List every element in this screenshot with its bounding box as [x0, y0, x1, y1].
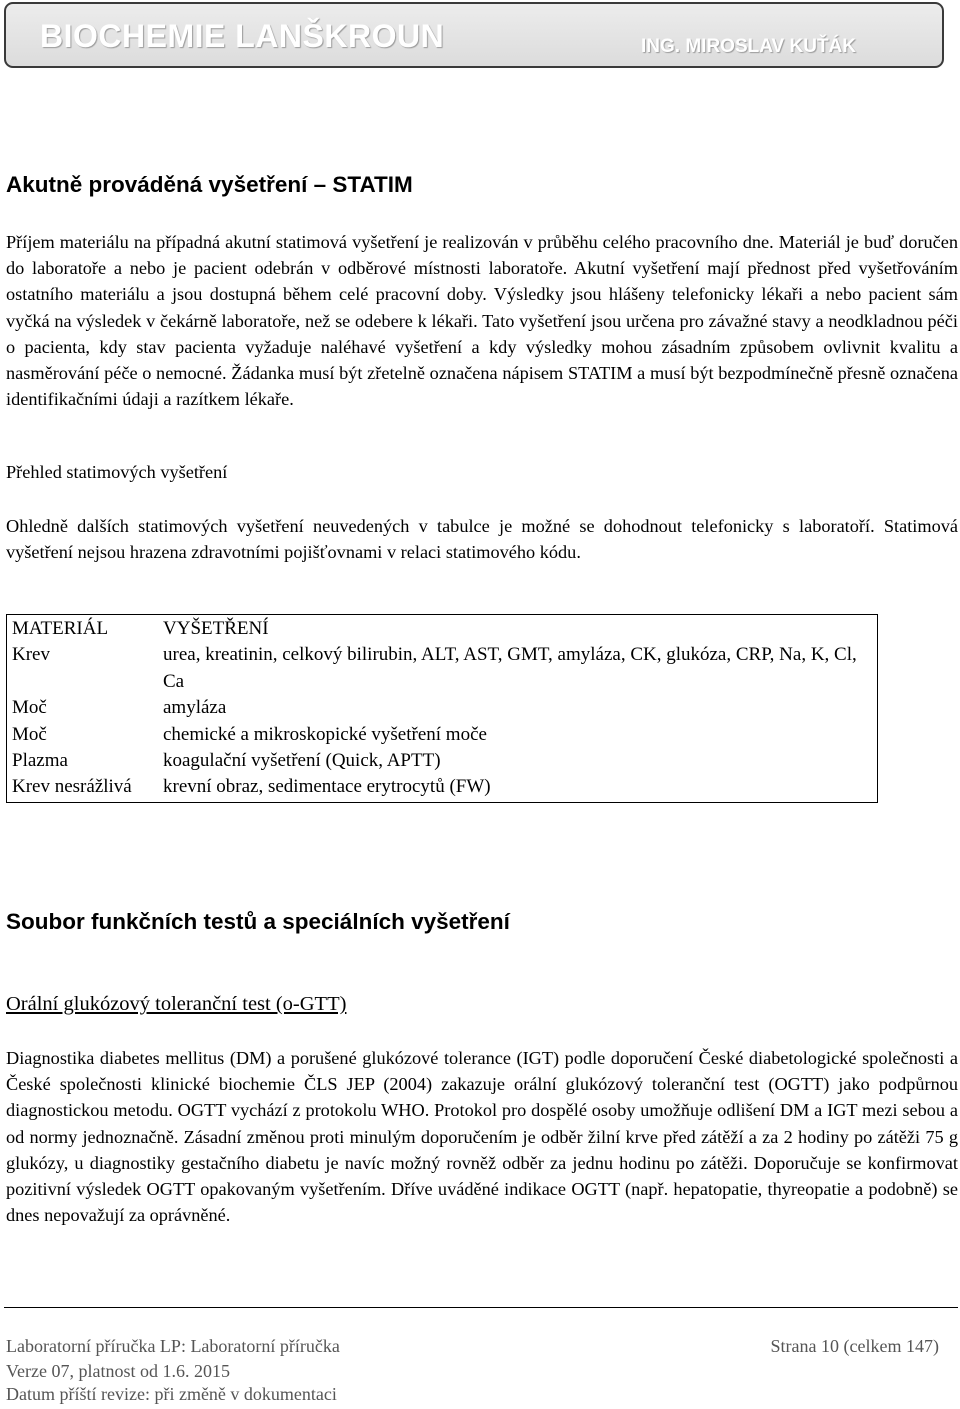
material-cell: Moč [12, 697, 47, 719]
statim-table [6, 614, 878, 803]
section-heading-function-tests: Soubor funkčních testů a speciálních vyšetření [6, 909, 510, 934]
material-cell: Plazma [12, 750, 68, 772]
table-row [7, 642, 878, 695]
footer-version: Verze 07, platnost od 1.6. 2015 [6, 1361, 230, 1381]
exam-cell: chemické a mikroskopické vyšetření moče [163, 723, 487, 745]
material-cell: Krev nesrážlivá [12, 776, 132, 798]
footer-page-number: Strana 10 (celkem 147) [770, 1336, 939, 1356]
exam-cell: urea, kreatinin, celkový bilirubin, ALT, AST, GMT, amyláza, CK, glukóza, CRP, Na, K, Cl, Ca [163, 644, 857, 692]
exam-cell: koagulační vyšetření (Quick, APTT) [163, 750, 441, 772]
footer-manual-name: Laboratorní příručka LP: Laboratorní příručka [6, 1336, 340, 1356]
page-header-banner [4, 2, 944, 68]
table-row [7, 722, 878, 748]
exam-cell: krevní obraz, sedimentace erytrocytů (FW) [163, 776, 491, 798]
table-header-row [7, 615, 878, 643]
ogtt-paragraph: Diagnostika diabetes mellitus (DM) a porušené glukózové tolerance (IGT) podle doporučení České diabetologické společnosti a České společnosti klinické biochemie ČLS JEP (2004) zakazuje orální glukózový toleranční test (OGTT) jako podpůrnou diagnostickou metodu. OGTT vychází z protokolu WHO. Protokol pro dospělé osoby umožňuje odlišení DM a IGT mezi sebou a od normy jednoznačně. Zásadní změnou proti minulým doporučením je odběr žilní krve před zátěží a za 2 hodiny po zátěži 75 g glukózy, u diagnostiky gestačního diabetu je navíc možný rovněž odběr za jednu hodinu po zátěži. Doporučuje se konfirmovat pozitivní výsledek OGTT opakovaným vyšetřením. Dříve uváděné indikace OGTT (např. hepatopatie, thyreopatie a podobně) se dnes nepovažují za oprávněné. [6, 1048, 958, 1226]
ogtt-subheading: Orální glukózový toleranční test (o-GTT) [6, 993, 347, 1015]
column-header-exam: VYŠETŘENÍ [163, 618, 269, 639]
table-row [7, 695, 878, 721]
lab-name-title: BIOCHEMIE LANŠKROUN [40, 18, 445, 54]
statim-overview-subheading: Přehled statimových vyšetření [6, 462, 228, 482]
material-cell: Moč [12, 723, 47, 745]
table-row [7, 774, 878, 802]
column-header-material: MATERIÁL [12, 618, 109, 639]
statim-paragraph: Příjem materiálu na případná akutní statimová vyšetření je realizován v průběhu celého pracovního dne. Materiál je buď doručen do laboratoře a nebo je pacient odebrán v odběrové místnosti laboratoře. Akutní vyšetření mají přednost před vyšetřováním ostatního materiálu a jsou dostupná během celé pracovní doby. Výsledky jsou hlášeny telefonicky lékaři a nebo pacient sám vyčká na výsledek v čekárně laboratoře, než se odebere k lékaři. Tato vyšetření jsou určena pro závažné stavy a neodkladnou péči o pacienta, kdy stav pacienta vyžaduje naléhavé vyšetření a kdy výsledky mohou zásadním způsobem ovlivnit kvalitu a nasměrování péče o nemocné. Žádanka musí být zřetelně označena nápisem STATIM a musí být bezpodmínečně přesně označena identifikačními údaji a razítkem lékaře. [6, 232, 958, 410]
table-row [7, 748, 878, 774]
author-name: ING. MIROSLAV KUŤÁK [641, 36, 856, 57]
footer-revision: Datum příští revize: při změně v dokumentaci [6, 1384, 337, 1404]
exam-cell: amyláza [163, 697, 227, 719]
material-cell: Krev [12, 644, 50, 666]
section-heading-statim: Akutně prováděná vyšetření – STATIM [6, 172, 413, 197]
statim-note-paragraph: Ohledně dalších statimových vyšetření neuvedených v tabulce je možné se dohodnout telefonicky s laboratoří. Statimová vyšetření nejsou hrazena zdravotními pojišťovnami v relaci statimového kódu. [6, 516, 958, 563]
footer-divider [4, 1307, 958, 1308]
